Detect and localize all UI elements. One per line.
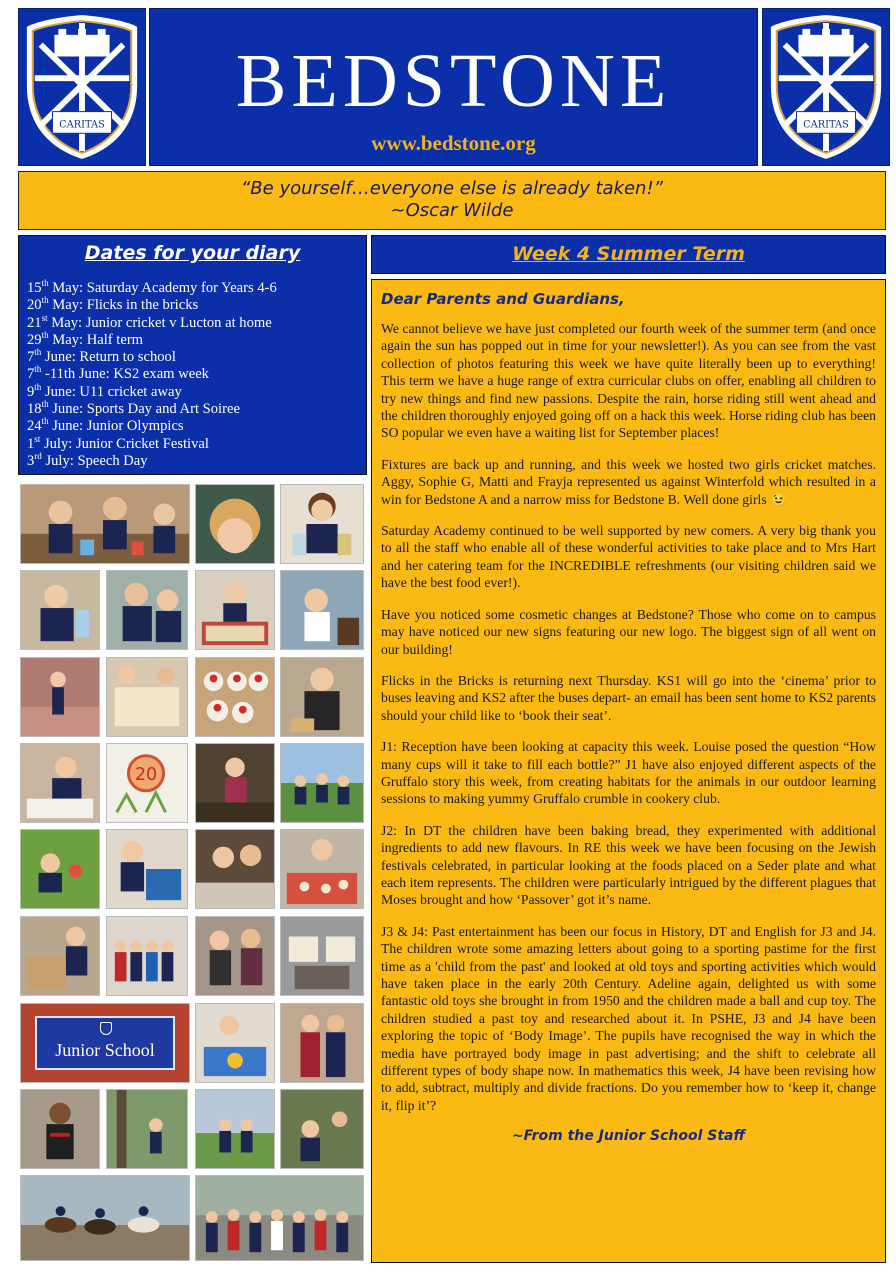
letter-greeting: Dear Parents and Guardians, [381, 290, 625, 308]
photo-ball-and-cup [20, 1089, 100, 1169]
photo-paint-art [195, 1003, 275, 1083]
quote-author: ~Oscar Wilde [390, 200, 514, 221]
photo-grass-play [20, 829, 100, 909]
diary-item: 15th May: Saturday Academy for Years 4-6 [27, 278, 277, 296]
diary-item: 21st May: Junior cricket v Lucton at home [27, 312, 272, 331]
quote-banner [18, 171, 886, 230]
letter-paragraph: We cannot believe we have just completed our fourth week of the summer term (and once again the sun has popped out in time for your newsletter!). As you can see from the vast collection of photos featuring this week we have quite literally been up to everything! This term we have a huge range of extra curricular clubs on offer, enabling all children to try new things and find new passions. Despite the rain, horse riding still went ahead and the children thoroughly enjoyed going off on a hack this week. Horse riding club has been SO popular we even have a waiting list for September places! [381, 321, 876, 441]
diary-item: 7th -11th June: KS2 exam week [27, 364, 209, 383]
photo-sports-hall [20, 657, 100, 737]
letter-paragraph: Flicks in the Bricks is returning next Thursday. KS1 will go into the ‘cinema’ prior to buses leaving and KS2 after the buses depart- an email has been sent home to KS2 parents should your child like to ‘book their seat’. [381, 672, 876, 723]
photo-artwork-card [106, 743, 188, 823]
photo-group-outdoors [280, 743, 364, 823]
masthead [149, 8, 758, 166]
photo-classroom-activity [20, 484, 190, 564]
diary-item: 24th June: Junior Olympics [27, 416, 184, 435]
sign-crest-icon [100, 1022, 112, 1035]
crest-icon [19, 9, 145, 165]
junior-school-sign [35, 1016, 175, 1070]
photo-junior-school-sign [20, 1003, 190, 1083]
photo-class-lineup [106, 916, 188, 996]
letter-paragraph: J2: In DT the children have been baking bread, they experimented with additional ingredients to add new flavours. In RE this week we have been focusing on the Jewish festivals celebrated, in particular looking at the foods placed on a Seder plate and what each item represents. The children were particularly intrigued by the different plagues that Moses brought and how ‘Passover’ got it’s name. [381, 822, 876, 908]
photo-painting-display [106, 829, 188, 909]
photo-strawberry-cakes [195, 657, 275, 737]
photo-bottle-filling [106, 570, 188, 650]
photo-water-pouring [20, 570, 100, 650]
letter-paragraph: Have you noticed some cosmetic changes at Bedstone? Those who come on to campus may have noticed our new signs featuring our new logo. The biggest sign of all went on our building! [381, 606, 876, 657]
diary-panel [18, 235, 367, 475]
crest-logo-right [762, 8, 890, 166]
letter-paragraph: Saturday Academy continued to be well supported by new comers. A very big thank you to all the staff who enable all of these wonderful activities to take place and to Mrs Hart and her catering team for the INCREDIBLE refreshments (our visiting children said we have the best food ever!). [381, 523, 876, 591]
photo-collage [18, 482, 366, 1262]
crest-icon [763, 9, 889, 165]
school-name-title: BEDSTONE [235, 39, 672, 123]
photo-field-children [195, 1089, 275, 1169]
photo-child-close-up [195, 484, 275, 564]
photo-writing-desk [20, 743, 100, 823]
diary-list [19, 280, 366, 470]
diary-item: 20th May: Flicks in the bricks [27, 295, 199, 314]
photo-woodland-play [280, 1089, 364, 1169]
photo-cardboard-models [280, 916, 364, 996]
photo-bread-baking [280, 657, 364, 737]
letter-signoff: ~From the Junior School Staff [511, 1128, 746, 1145]
letter-paragraph: Fixtures are back up and running, and this week we hosted two girls cricket matches. Aggy, Sophie G, Matti and Frayja represented us against Winterfold which resulted in a win for Bedstone A and a narrow miss for Bedstone B. Well done girls 😉 [381, 456, 876, 507]
diary-item: 7th June: Return to school [27, 347, 176, 366]
week-heading-bar [371, 235, 886, 274]
photo-cups-capacity [280, 484, 364, 564]
diary-title: Dates for your diary [84, 242, 301, 264]
diary-item: 3rd July: Speech Day [27, 451, 148, 469]
photo-old-toys [20, 916, 100, 996]
photo-cookery-table [106, 657, 188, 737]
crest-motto-left: CARITAS [59, 119, 105, 131]
crest-motto-right: CARITAS [803, 119, 849, 131]
photo-seder-plate [280, 829, 364, 909]
quote-text: “Be yourself…everyone else is already taken!” [240, 178, 664, 199]
school-website-link[interactable]: www.bedstone.org [371, 131, 536, 155]
newsletter-letter [371, 279, 886, 1263]
photo-forest-walk [106, 1089, 188, 1169]
letter-paragraph: J3 & J4: Past entertainment has been our focus in History, DT and English for J3 and J4. The children wrote some amazing letters about going to a sporting pastime for the first time as a 'child from the past' and looked at old toys and sporting activities which would have taken place in the early 20th Century. Adeline again, delighted us with some fantastic old toys she brought in from 1950 and the children made a ball and cup toy. The children studied a past toy and researched about it. In PSHE, J3 and J4 have been exploring the topic of ‘Body Image’. The pupils have recognised the way in which the media have portrayed body image in past advertising; and the shift to celebrate all different types of body shape now. In mathematics this week, J4 have been revising how to add, subtract, multiply and divide fractions. Do you remember how to ‘keep it, change it, flip it’? [381, 923, 876, 1113]
photo-costume-day [195, 916, 275, 996]
photo-whole-school-group [195, 1175, 364, 1261]
crest-logo-left [18, 8, 146, 166]
photo-table-work [195, 829, 275, 909]
diary-item: 9th June: U11 cricket away [27, 381, 182, 400]
week-heading: Week 4 Summer Term [512, 243, 745, 265]
photo-garden-digging [195, 743, 275, 823]
photo-gruffalo-crumble [195, 570, 275, 650]
diary-item: 18th June: Sports Day and Art Soiree [27, 399, 240, 418]
photo-standing-pupils [280, 1003, 364, 1083]
diary-item: 29th May: Half term [27, 330, 144, 348]
photo-horse-riding [20, 1175, 190, 1261]
diary-item: 1st July: Junior Cricket Festival [27, 433, 209, 452]
letter-paragraph: J1: Reception have been looking at capacity this week. Louise posed the question “How many cups will it take to fill each bottle?” J1 have also enjoyed different aspects of the Gruffalo story this week, from creating habitats for the animals in our outdoor learning sessions to making yummy Gruffalo crumble in cookery club. [381, 739, 876, 807]
photo-outdoor-learning [280, 570, 364, 650]
sign-text: Junior School [55, 1040, 155, 1060]
svg-text:20: 20 [134, 765, 158, 786]
